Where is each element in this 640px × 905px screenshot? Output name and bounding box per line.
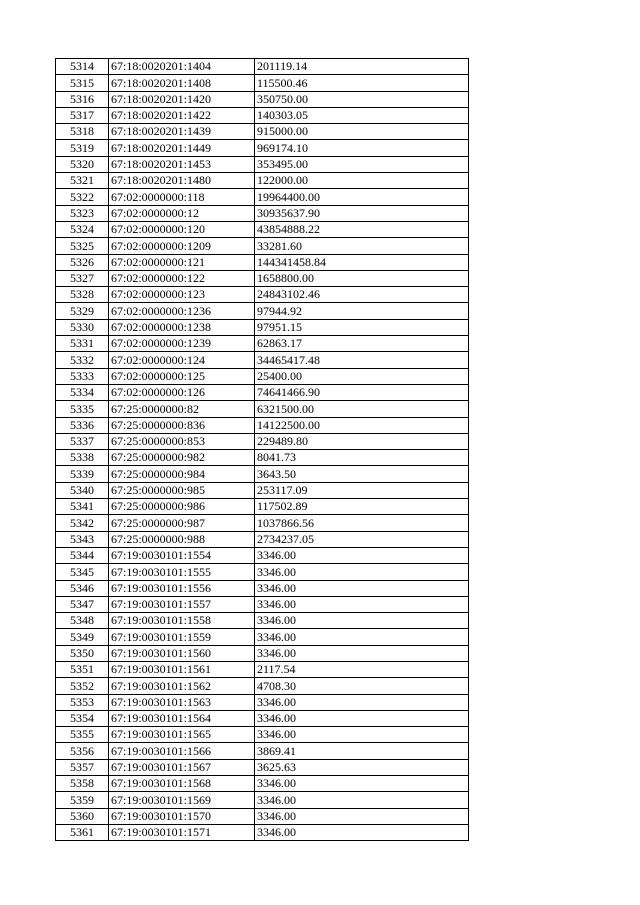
cadastral-number-cell: 67:02:0000000:123 (109, 287, 255, 303)
row-number-cell: 5332 (56, 352, 109, 368)
row-number-cell: 5330 (56, 319, 109, 335)
table-row (56, 173, 469, 189)
row-number-cell: 5318 (56, 124, 109, 140)
table-row (56, 613, 469, 629)
value-amount-cell: 34465417.48 (255, 352, 469, 368)
value-amount-cell: 3346.00 (255, 547, 469, 563)
row-number-cell: 5331 (56, 336, 109, 352)
cadastral-number-cell: 67:25:0000000:987 (109, 515, 255, 531)
table-row (56, 776, 469, 792)
row-number-cell: 5325 (56, 238, 109, 254)
cadastral-number-cell: 67:02:0000000:1238 (109, 319, 255, 335)
row-number-cell: 5357 (56, 759, 109, 775)
table-row (56, 107, 469, 123)
table-row (56, 499, 469, 515)
table-row (56, 91, 469, 107)
cadastral-number-cell: 67:19:0030101:1571 (109, 824, 255, 840)
value-amount-cell: 3643.50 (255, 466, 469, 482)
cadastral-number-cell: 67:18:0020201:1420 (109, 91, 255, 107)
value-amount-cell: 2734237.05 (255, 531, 469, 547)
table-row (56, 401, 469, 417)
cadastral-number-cell: 67:25:0000000:836 (109, 417, 255, 433)
value-amount-cell: 201119.14 (255, 59, 469, 75)
value-amount-cell: 144341458.84 (255, 254, 469, 270)
value-amount-cell: 969174.10 (255, 140, 469, 156)
value-amount-cell: 43854888.22 (255, 221, 469, 237)
row-number-cell: 5360 (56, 808, 109, 824)
cadastral-value-table (55, 58, 469, 841)
value-amount-cell: 3346.00 (255, 808, 469, 824)
value-amount-cell: 6321500.00 (255, 401, 469, 417)
row-number-cell: 5334 (56, 384, 109, 400)
cadastral-number-cell: 67:02:0000000:1209 (109, 238, 255, 254)
row-number-cell: 5351 (56, 661, 109, 677)
row-number-cell: 5339 (56, 466, 109, 482)
row-number-cell: 5349 (56, 629, 109, 645)
cadastral-number-cell: 67:18:0020201:1422 (109, 107, 255, 123)
value-amount-cell: 24843102.46 (255, 287, 469, 303)
table-row (56, 466, 469, 482)
table-row (56, 352, 469, 368)
row-number-cell: 5316 (56, 91, 109, 107)
value-amount-cell: 122000.00 (255, 173, 469, 189)
cadastral-number-cell: 67:19:0030101:1568 (109, 776, 255, 792)
cadastral-number-cell: 67:19:0030101:1558 (109, 613, 255, 629)
table-row (56, 596, 469, 612)
value-amount-cell: 350750.00 (255, 91, 469, 107)
value-amount-cell: 3869.41 (255, 743, 469, 759)
value-amount-cell: 19964400.00 (255, 189, 469, 205)
row-number-cell: 5344 (56, 547, 109, 563)
table-row (56, 254, 469, 270)
table-row (56, 303, 469, 319)
row-number-cell: 5342 (56, 515, 109, 531)
value-amount-cell: 915000.00 (255, 124, 469, 140)
row-number-cell: 5340 (56, 482, 109, 498)
cadastral-number-cell: 67:02:0000000:125 (109, 368, 255, 384)
row-number-cell: 5345 (56, 564, 109, 580)
cadastral-number-cell: 67:19:0030101:1569 (109, 792, 255, 808)
value-amount-cell: 253117.09 (255, 482, 469, 498)
cadastral-number-cell: 67:18:0020201:1439 (109, 124, 255, 140)
cadastral-number-cell: 67:19:0030101:1562 (109, 678, 255, 694)
row-number-cell: 5314 (56, 59, 109, 75)
table-row (56, 205, 469, 221)
value-amount-cell: 1037866.56 (255, 515, 469, 531)
table-body (56, 59, 469, 841)
table-row (56, 221, 469, 237)
row-number-cell: 5352 (56, 678, 109, 694)
table-row (56, 140, 469, 156)
cadastral-number-cell: 67:19:0030101:1555 (109, 564, 255, 580)
table-row (56, 629, 469, 645)
cadastral-number-cell: 67:19:0030101:1560 (109, 645, 255, 661)
cadastral-number-cell: 67:19:0030101:1564 (109, 710, 255, 726)
table-row (56, 450, 469, 466)
table-row (56, 727, 469, 743)
table-row (56, 824, 469, 840)
value-amount-cell: 3346.00 (255, 564, 469, 580)
cadastral-number-cell: 67:02:0000000:122 (109, 270, 255, 286)
value-amount-cell: 229489.80 (255, 433, 469, 449)
cadastral-number-cell: 67:19:0030101:1561 (109, 661, 255, 677)
table-row (56, 270, 469, 286)
cadastral-number-cell: 67:02:0000000:1239 (109, 336, 255, 352)
table-row (56, 417, 469, 433)
value-amount-cell: 62863.17 (255, 336, 469, 352)
value-amount-cell: 3346.00 (255, 710, 469, 726)
cadastral-number-cell: 67:18:0020201:1449 (109, 140, 255, 156)
value-amount-cell: 3346.00 (255, 792, 469, 808)
value-amount-cell: 30935637.90 (255, 205, 469, 221)
value-amount-cell: 3346.00 (255, 580, 469, 596)
row-number-cell: 5320 (56, 156, 109, 172)
value-amount-cell: 3346.00 (255, 613, 469, 629)
table-row (56, 547, 469, 563)
table-row (56, 124, 469, 140)
cadastral-number-cell: 67:19:0030101:1554 (109, 547, 255, 563)
cadastral-number-cell: 67:25:0000000:853 (109, 433, 255, 449)
row-number-cell: 5354 (56, 710, 109, 726)
cadastral-number-cell: 67:19:0030101:1557 (109, 596, 255, 612)
table-row (56, 75, 469, 91)
value-amount-cell: 3346.00 (255, 629, 469, 645)
row-number-cell: 5315 (56, 75, 109, 91)
cadastral-number-cell: 67:25:0000000:982 (109, 450, 255, 466)
table-row (56, 792, 469, 808)
table-row (56, 759, 469, 775)
row-number-cell: 5338 (56, 450, 109, 466)
cadastral-number-cell: 67:18:0020201:1408 (109, 75, 255, 91)
value-amount-cell: 353495.00 (255, 156, 469, 172)
table-row (56, 238, 469, 254)
cadastral-number-cell: 67:02:0000000:1236 (109, 303, 255, 319)
value-amount-cell: 1658800.00 (255, 270, 469, 286)
cadastral-number-cell: 67:25:0000000:82 (109, 401, 255, 417)
cadastral-number-cell: 67:25:0000000:984 (109, 466, 255, 482)
value-amount-cell: 97944.92 (255, 303, 469, 319)
row-number-cell: 5346 (56, 580, 109, 596)
table-row (56, 384, 469, 400)
table-row (56, 515, 469, 531)
table-row (56, 336, 469, 352)
row-number-cell: 5348 (56, 613, 109, 629)
cadastral-number-cell: 67:25:0000000:985 (109, 482, 255, 498)
row-number-cell: 5343 (56, 531, 109, 547)
cadastral-number-cell: 67:19:0030101:1563 (109, 694, 255, 710)
table-row (56, 710, 469, 726)
value-amount-cell: 3346.00 (255, 824, 469, 840)
cadastral-number-cell: 67:02:0000000:120 (109, 221, 255, 237)
cadastral-number-cell: 67:18:0020201:1404 (109, 59, 255, 75)
cadastral-number-cell: 67:19:0030101:1565 (109, 727, 255, 743)
value-amount-cell: 3346.00 (255, 694, 469, 710)
row-number-cell: 5317 (56, 107, 109, 123)
row-number-cell: 5319 (56, 140, 109, 156)
table-row (56, 368, 469, 384)
cadastral-number-cell: 67:19:0030101:1570 (109, 808, 255, 824)
value-amount-cell: 33281.60 (255, 238, 469, 254)
table-row (56, 661, 469, 677)
cadastral-number-cell: 67:02:0000000:121 (109, 254, 255, 270)
cadastral-number-cell: 67:02:0000000:118 (109, 189, 255, 205)
row-number-cell: 5337 (56, 433, 109, 449)
table-row (56, 319, 469, 335)
value-amount-cell: 3346.00 (255, 727, 469, 743)
table-row (56, 743, 469, 759)
value-amount-cell: 97951.15 (255, 319, 469, 335)
table-row (56, 678, 469, 694)
value-amount-cell: 2117.54 (255, 661, 469, 677)
cadastral-number-cell: 67:18:0020201:1480 (109, 173, 255, 189)
value-amount-cell: 3346.00 (255, 596, 469, 612)
row-number-cell: 5356 (56, 743, 109, 759)
cadastral-number-cell: 67:02:0000000:124 (109, 352, 255, 368)
row-number-cell: 5323 (56, 205, 109, 221)
value-amount-cell: 3346.00 (255, 776, 469, 792)
cadastral-number-cell: 67:02:0000000:126 (109, 384, 255, 400)
row-number-cell: 5328 (56, 287, 109, 303)
value-amount-cell: 25400.00 (255, 368, 469, 384)
table-row (56, 156, 469, 172)
value-amount-cell: 8041.73 (255, 450, 469, 466)
row-number-cell: 5355 (56, 727, 109, 743)
table-row (56, 433, 469, 449)
row-number-cell: 5335 (56, 401, 109, 417)
cadastral-number-cell: 67:19:0030101:1566 (109, 743, 255, 759)
value-amount-cell: 4708.30 (255, 678, 469, 694)
table-row (56, 645, 469, 661)
table-row (56, 694, 469, 710)
cadastral-number-cell: 67:19:0030101:1567 (109, 759, 255, 775)
value-amount-cell: 74641466.90 (255, 384, 469, 400)
table-row (56, 531, 469, 547)
cadastral-number-cell: 67:19:0030101:1556 (109, 580, 255, 596)
row-number-cell: 5361 (56, 824, 109, 840)
row-number-cell: 5350 (56, 645, 109, 661)
value-amount-cell: 3625.63 (255, 759, 469, 775)
row-number-cell: 5341 (56, 499, 109, 515)
row-number-cell: 5353 (56, 694, 109, 710)
row-number-cell: 5321 (56, 173, 109, 189)
table-row (56, 564, 469, 580)
cadastral-number-cell: 67:19:0030101:1559 (109, 629, 255, 645)
cadastral-number-cell: 67:02:0000000:12 (109, 205, 255, 221)
row-number-cell: 5347 (56, 596, 109, 612)
table-row (56, 482, 469, 498)
row-number-cell: 5329 (56, 303, 109, 319)
table-row (56, 580, 469, 596)
cadastral-number-cell: 67:25:0000000:988 (109, 531, 255, 547)
row-number-cell: 5327 (56, 270, 109, 286)
row-number-cell: 5326 (56, 254, 109, 270)
value-amount-cell: 117502.89 (255, 499, 469, 515)
table-row (56, 59, 469, 75)
table-row (56, 808, 469, 824)
value-amount-cell: 3346.00 (255, 645, 469, 661)
table-row (56, 189, 469, 205)
table-row (56, 287, 469, 303)
value-amount-cell: 115500.46 (255, 75, 469, 91)
row-number-cell: 5324 (56, 221, 109, 237)
row-number-cell: 5322 (56, 189, 109, 205)
row-number-cell: 5333 (56, 368, 109, 384)
row-number-cell: 5359 (56, 792, 109, 808)
value-amount-cell: 14122500.00 (255, 417, 469, 433)
cadastral-number-cell: 67:25:0000000:986 (109, 499, 255, 515)
value-amount-cell: 140303.05 (255, 107, 469, 123)
row-number-cell: 5358 (56, 776, 109, 792)
cadastral-number-cell: 67:18:0020201:1453 (109, 156, 255, 172)
row-number-cell: 5336 (56, 417, 109, 433)
